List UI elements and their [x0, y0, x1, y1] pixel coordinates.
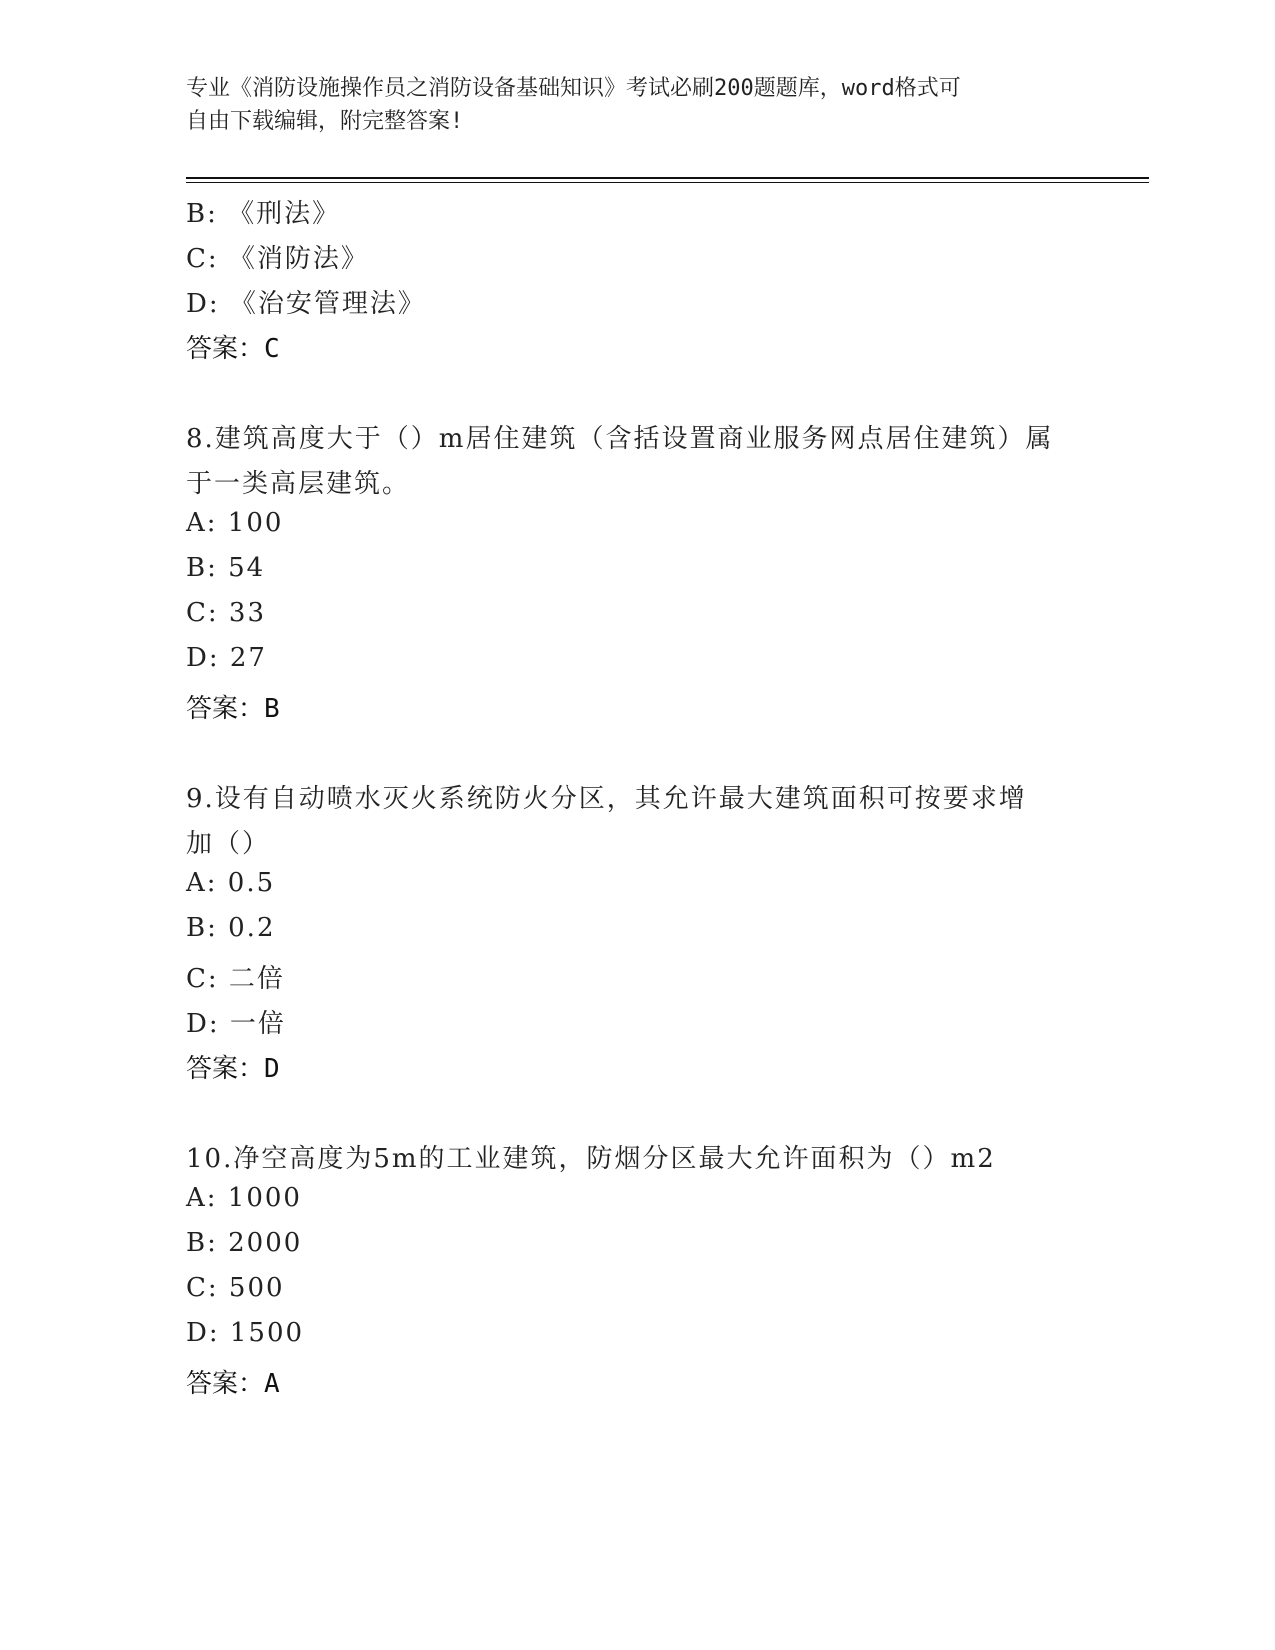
- q7-option-d: D: 《治安管理法》: [186, 289, 426, 319]
- q8-option-a: A: 100: [186, 508, 284, 538]
- q10-answer: [186, 1363, 280, 1400]
- q9-answer: [186, 1048, 280, 1085]
- q9-stem-line-1: 9.设有自动喷水灭火系统防火分区，其允许最大建筑面积可按要求增: [186, 784, 1027, 814]
- header-divider-thin: [186, 182, 1149, 183]
- q8-option-c: C: 33: [186, 598, 267, 628]
- q10-stem-line-1: 10.净空高度为5m的工业建筑，防烟分区最大允许面积为（）m2: [186, 1144, 996, 1174]
- answer-label: 答案：: [186, 1054, 265, 1084]
- answer-value: A: [264, 1369, 280, 1399]
- answer-label: 答案：: [186, 1369, 265, 1399]
- q7-option-c: C: 《消防法》: [186, 244, 369, 274]
- answer-value: B: [264, 694, 280, 724]
- q9-stem-line-2: 加（）: [186, 829, 271, 859]
- header-line-2: 自由下载编辑，附完整答案!: [186, 109, 464, 134]
- document-header: [186, 72, 1066, 138]
- header-divider-thick: [186, 177, 1149, 179]
- q8-option-d: D: 27: [186, 643, 267, 673]
- q7-answer: [186, 328, 280, 365]
- q10-option-d: D: 1500: [186, 1318, 305, 1348]
- q8-stem-line-1: 8.建筑高度大于（）m居住建筑（含括设置商业服务网点居住建筑）属: [186, 424, 1054, 454]
- q8-option-b: B: 54: [186, 553, 266, 583]
- q10-option-b: B: 2000: [186, 1228, 303, 1258]
- q7-option-b: B: 《刑法》: [186, 199, 341, 229]
- q10-option-a: A: 1000: [186, 1183, 302, 1213]
- q8-stem-line-2: 于一类高层建筑。: [186, 469, 411, 499]
- answer-label: 答案：: [186, 694, 265, 724]
- q9-option-a: A: 0.5: [186, 868, 276, 898]
- q9-option-d: D: 一倍: [186, 1009, 286, 1039]
- answer-value: C: [264, 334, 280, 364]
- q9-option-b: B: 0.2: [186, 913, 276, 943]
- answer-label: 答案：: [186, 334, 265, 364]
- header-line-1: 专业《消防设施操作员之消防设备基础知识》考试必刷200题题库，word格式可: [186, 76, 961, 101]
- q8-answer: [186, 688, 280, 725]
- answer-value: D: [264, 1054, 280, 1084]
- q9-option-c: C: 二倍: [186, 964, 285, 994]
- q10-option-c: C: 500: [186, 1273, 285, 1303]
